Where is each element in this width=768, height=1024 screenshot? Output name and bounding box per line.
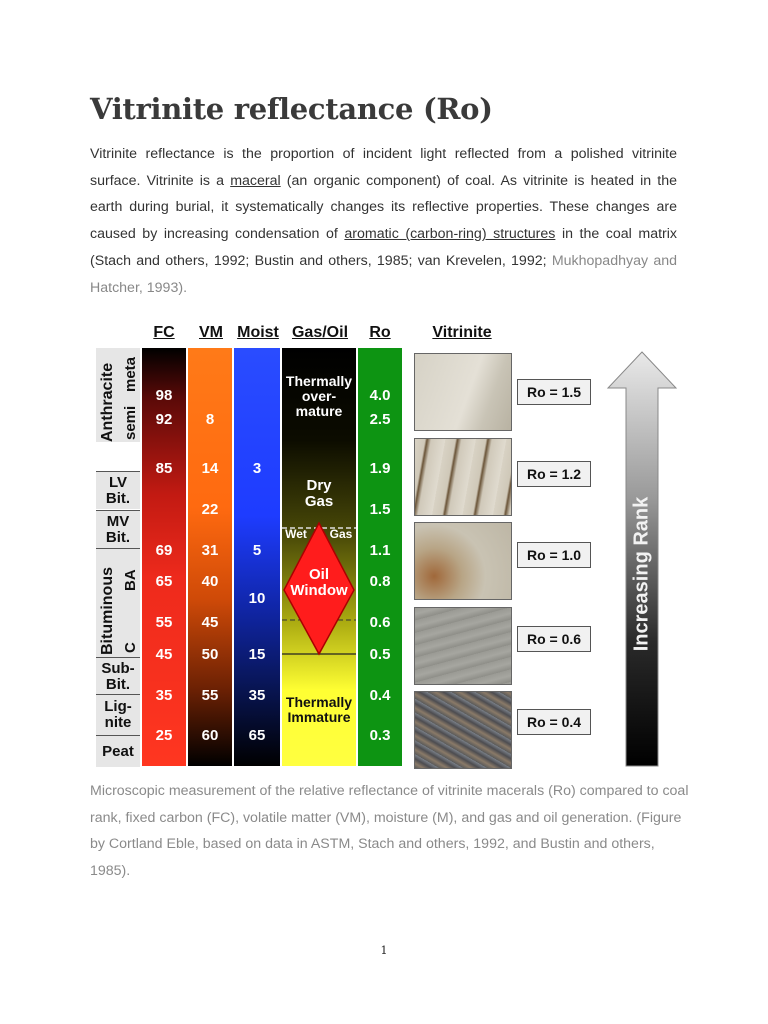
ro-box: Ro = 1.5 [517, 379, 591, 405]
rank-bituminous [96, 548, 140, 657]
fc-value: 98 [155, 387, 173, 404]
moist-value: 3 [252, 460, 262, 477]
sub-bit-label: Sub-Bit. [101, 660, 135, 693]
ro-value: 2.5 [369, 411, 391, 428]
fc-value: 69 [155, 542, 173, 559]
moist-value: 65 [248, 727, 266, 744]
rank-mv-bit [96, 510, 140, 548]
intro-text-2: (an organic component) of coal. As vitrinite is heated in the earth during burial, it systematically changes its reflective properties. These changes are caused by increasing condensation of [90, 172, 678, 243]
ro-value: 0.6 [369, 614, 391, 631]
rank-sub-bit [96, 657, 140, 694]
meta-label: meta [122, 356, 139, 392]
rank-lv-bit [96, 471, 140, 509]
lignite-label: Lig-nite [104, 698, 132, 731]
vm-value: 45 [201, 614, 219, 631]
ro-box: Ro = 1.0 [517, 542, 591, 568]
ro-box: Ro = 1.2 [517, 461, 591, 487]
immature-label: Thermally Immature [285, 694, 353, 725]
ro-value: 1.1 [369, 542, 391, 559]
rank-anthracite [96, 348, 140, 442]
ro-value: 0.5 [369, 646, 391, 663]
page-number: 1 [380, 944, 388, 957]
vm-value: 22 [201, 501, 219, 518]
figure-caption: Microscopic measurement of the relative reflectance of vitrinite macerals (Ro) compared to coal rank, fixed carbon (FC), volatile matter (VM), moisture (M), and gas and oil generation. (Figure by Cortland Eble, based on data in ASTM, Stach and others, 1992, and Bustin and others, 1985). [90, 783, 689, 880]
intro-text-3: in the coal matrix (Stach and others, 1992; Bustin and others, 1985; van Krevelen, 1992; [90, 226, 677, 269]
vitrinite-photo-5 [414, 691, 512, 769]
ba-label: BA [122, 569, 139, 591]
header-gas-oil: Gas/Oil [291, 324, 349, 341]
fc-value: 92 [155, 411, 173, 428]
ro-value: 1.9 [369, 460, 391, 477]
moist-value: 35 [248, 687, 266, 704]
fc-value: 55 [155, 614, 173, 631]
moist-value: 10 [248, 590, 266, 607]
header-ro: Ro [369, 324, 391, 341]
mv-label: MV Bit. [105, 513, 131, 546]
ro-value: 0.4 [369, 687, 391, 704]
vitrinite-rank-figure [90, 322, 690, 772]
vitrinite-photo-4 [414, 607, 512, 685]
header-vm: VM [199, 324, 223, 341]
moist-value: 15 [248, 646, 266, 663]
rank-lignite [96, 694, 140, 735]
page-title: Vitrinite reflectance (Ro) [90, 92, 493, 126]
gas-label: Gas [329, 527, 353, 541]
bituminous-label: Bituminous [99, 567, 116, 655]
fc-value: 25 [155, 727, 173, 744]
fc-value: 85 [155, 460, 173, 477]
c-label: C [122, 642, 139, 653]
increasing-rank-label: Increasing Rank [630, 496, 653, 652]
ro-value: 0.3 [369, 727, 391, 744]
header-vitrinite: Vitrinite [432, 324, 492, 341]
oil-window-label: Oil Window [290, 566, 348, 599]
vm-value: 14 [201, 460, 219, 477]
ro-value: 4.0 [369, 387, 391, 404]
dry-gas-label: Dry Gas [304, 477, 334, 510]
vitrinite-photo-2 [414, 438, 512, 516]
vm-value: 8 [205, 411, 215, 428]
fc-value: 45 [155, 646, 173, 663]
moist-value: 5 [252, 542, 262, 559]
vm-value: 60 [201, 727, 219, 744]
ro-value: 0.8 [369, 573, 391, 590]
vm-value: 55 [201, 687, 219, 704]
ro-box: Ro = 0.4 [517, 709, 591, 735]
wet-label: Wet [285, 527, 307, 541]
aromatic-structures-link[interactable]: aromatic (carbon-ring) structures [344, 226, 556, 243]
vitrinite-photo-1 [414, 353, 512, 431]
vm-value: 50 [201, 646, 219, 663]
maceral-link[interactable]: maceral [230, 172, 281, 189]
ro-box: Ro = 0.6 [517, 626, 591, 652]
intro-text-1: Vitrinite reflectance is the proportion of incident light reflected from a polished vitrinite surface. Vitrinite is a [90, 146, 677, 189]
fc-value: 65 [155, 573, 173, 590]
semi-label: semi [122, 405, 139, 440]
overmature-label: Thermally over-mature [285, 373, 353, 419]
header-moist: Moist [237, 324, 279, 341]
lv-label: LV Bit. [105, 474, 131, 507]
intro-text-4: Mukhopadhyay and Hatcher, 1993). [90, 252, 677, 296]
rank-peat [96, 735, 140, 767]
fc-value: 35 [155, 687, 173, 704]
header-fc: FC [153, 324, 175, 341]
vitrinite-photo-3 [414, 522, 512, 600]
anthracite-label: Anthracite [99, 362, 116, 442]
intro-paragraph [90, 141, 677, 301]
ro-value: 1.5 [369, 501, 391, 518]
peat-label: Peat [102, 743, 134, 760]
vm-value: 40 [201, 573, 219, 590]
vm-value: 31 [201, 542, 219, 559]
